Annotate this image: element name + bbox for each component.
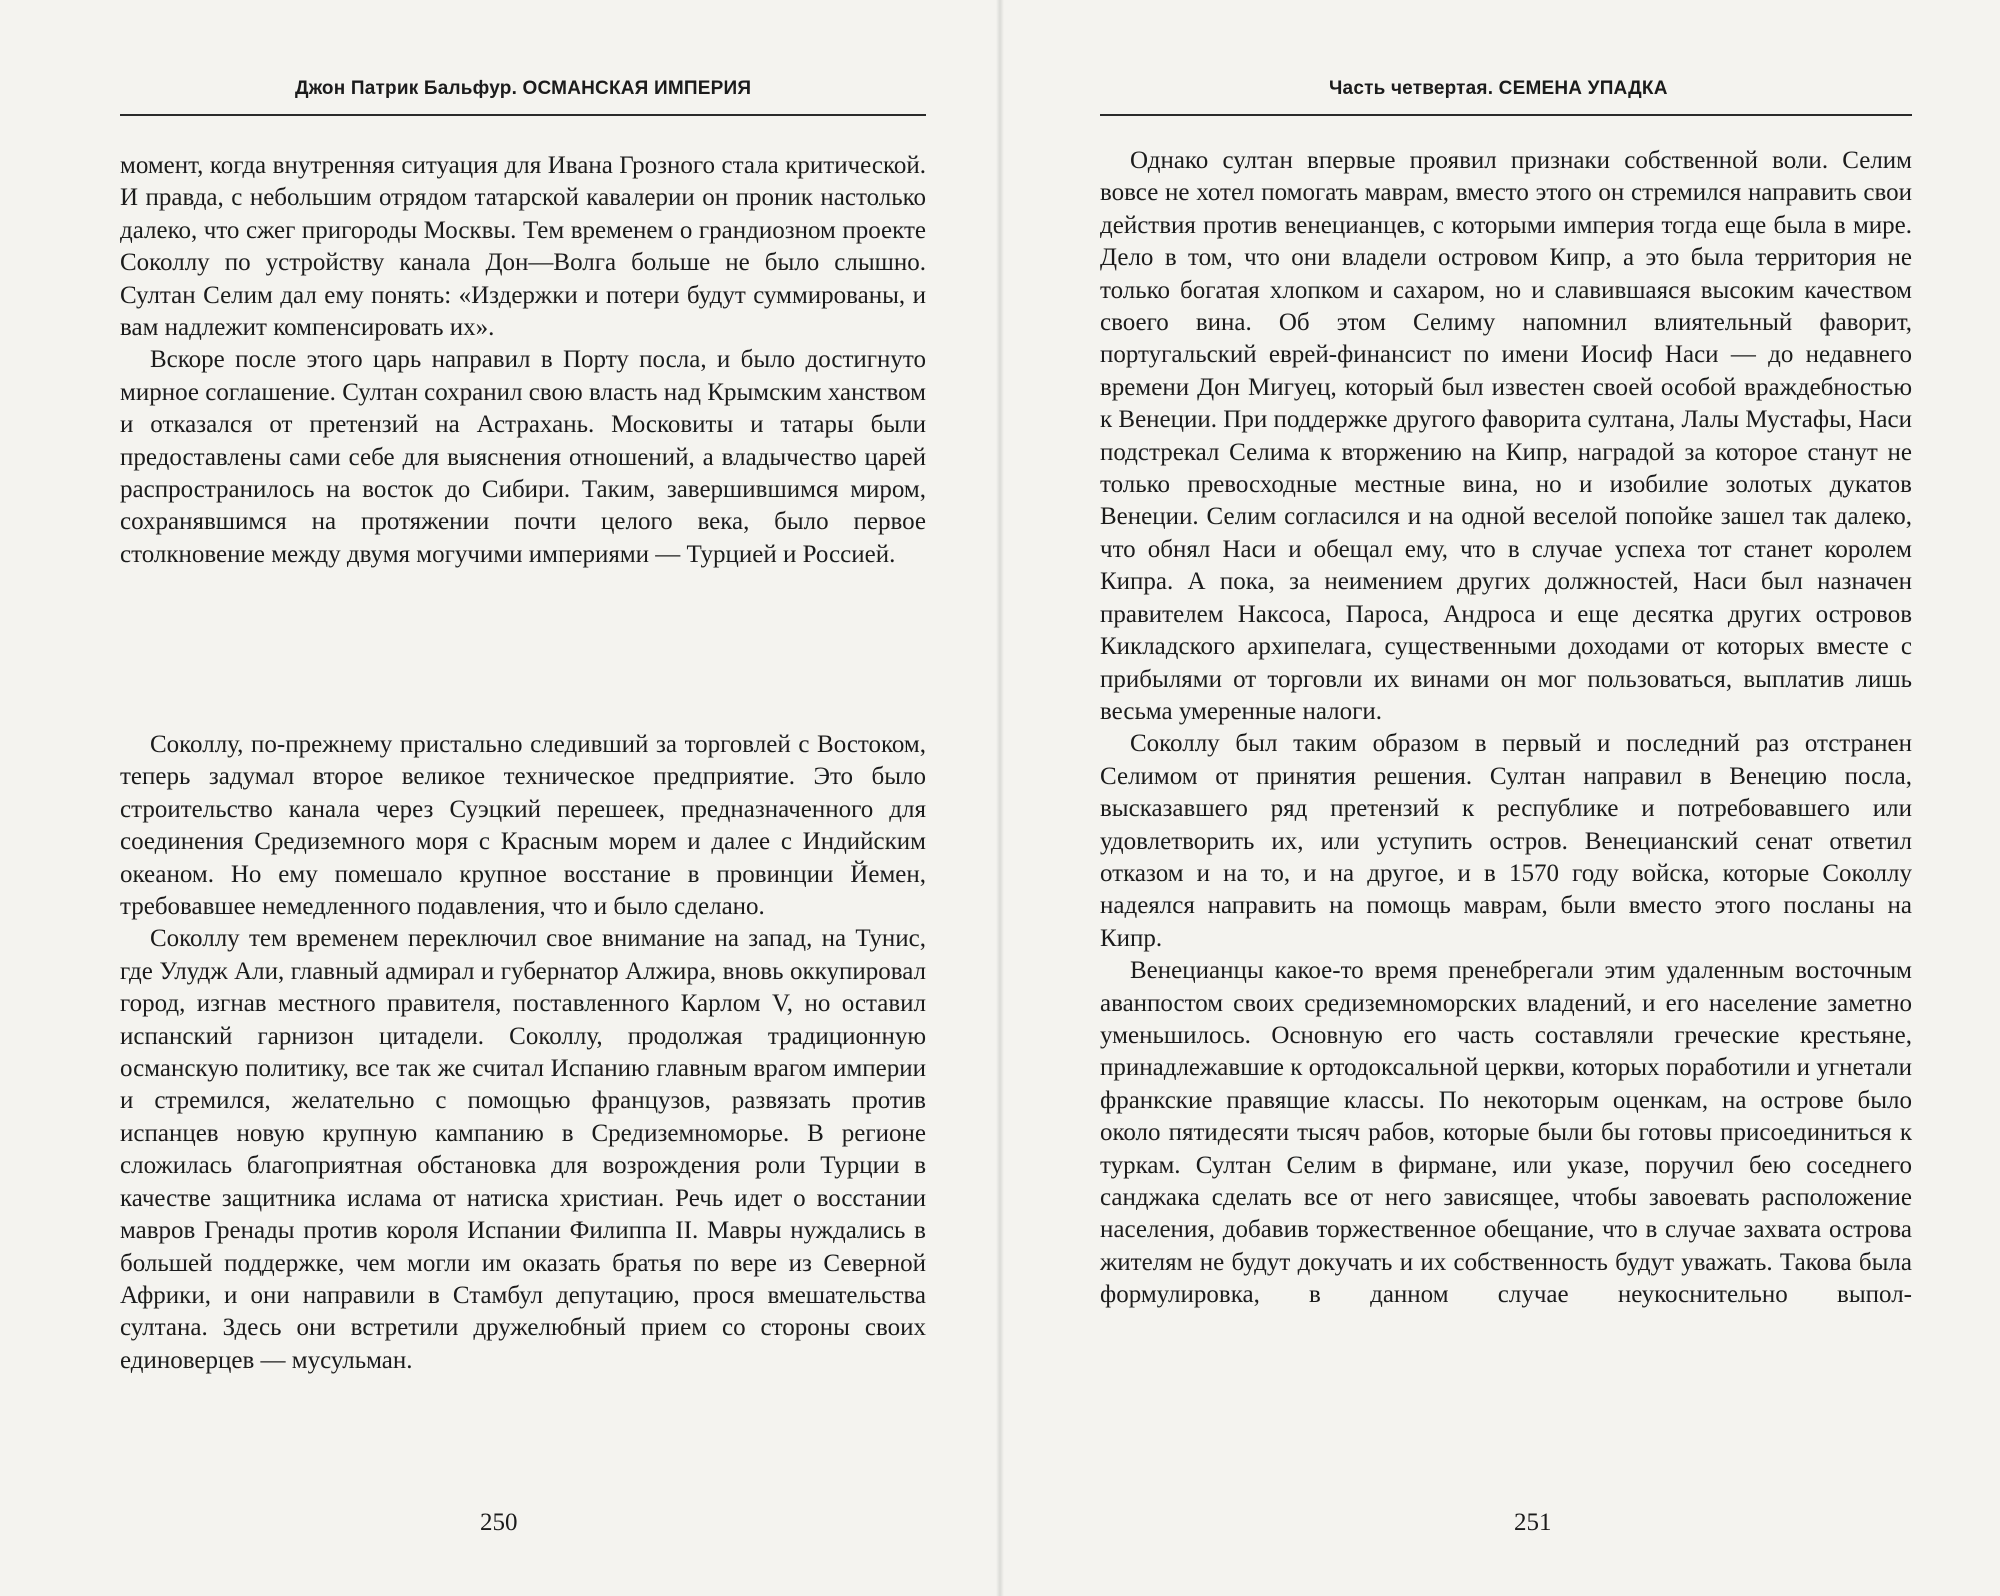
paragraph: Соколлу, по-прежнему пристально следивший за торговлей с Востоком, теперь задумал второе великое техническое предприятие. Это было строительство канала через Суэцкий перешеек, предназначенного для соединения Средиземного моря с Красным морем и далее с Индийским океаном. Но ему помешало крупное восстание в провинции Йемен, требовавшее немедленного подавления, что и было сделано. bbox=[120, 731, 926, 921]
left-text-block-1 bbox=[120, 150, 926, 571]
right-header-rule bbox=[1100, 114, 1912, 116]
left-text-block-2 bbox=[120, 729, 926, 1377]
book-gutter bbox=[996, 0, 1004, 1596]
right-page bbox=[1004, 0, 2000, 1596]
paragraph: Венецианцы какое-то время пренебрегали этим удаленным восточным аванпостом своих средиземноморских владений, и его население заметно уменьшилось. Основную его часть составляли греческие крестьяне, принадлежавшие к ортодоксальной церкви, которых поработили и угнетали франкские правящие классы. По некоторым оценкам, на острове было около пятидесяти тысяч рабов, которые были бы готовы присоединиться к туркам. Султан Селим в фирмане, или указе, поручил бею соседнего санджака сделать все от него зависящее, чтобы завоевать расположение населения, добавив торжественное обещание, что в случае захвата острова жителям не будут докучать и их собственность будут уважать. Такова была формулировка, в данном случае неукоснительно выпол- bbox=[1100, 957, 1912, 1309]
paragraph: Однако султан впервые проявил признаки собственной воли. Селим вовсе не хотел помогать маврам, вместо этого он стремился направить свои действия против венецианцев, с которыми империя тогда еще была в мире. Дело в том, что они владели островом Кипр, а это была территория не только богатая хлопком и сахаром, но и славившаяся высоким качеством своего вина. Об этом Селиму напомнил влиятельный фаворит, португальский еврей-финансист по имени Иосиф Наси — до недавнего времени Дон Мигуец, который был известен своей особой враждебностью к Венеции. При поддержке другого фаворита султана, Лалы Мустафы, Наси подстрекал Селима к вторжению на Кипр, наградой за которое станут не только превосходные местные вина, но и изобилие золотых дукатов Венеции. Селим согласился и на одной веселой попойке зашел так далеко, что обнял Наси и обещал ему, что в случае успеха тот станет королем Кипра. А пока, за неимением других должностей, Наси был назначен правителем Наксоса, Пароса, Андроса и еще десятка других островов Кикладского архипелага, существенными доходами от которых вместе с прибылями от торговли их винами он мог пользоваться, выплатив лишь весьма умеренные налоги. bbox=[1100, 147, 1912, 725]
left-running-head: Джон Патрик Бальфур. ОСМАНСКАЯ ИМПЕРИЯ bbox=[295, 78, 752, 99]
right-running-head: Часть четвертая. СЕМЕНА УПАДКА bbox=[1329, 78, 1668, 99]
left-page-number: 250 bbox=[480, 1509, 518, 1536]
right-text-block bbox=[1100, 145, 1912, 1312]
paragraph: Соколлу был таким образом в первый и последний раз отстранен Селимом от принятия решения. Султан направил в Венецию посла, высказавшего ряд претензий к республике и потребовавшего или удовлетворить их, или уступить остров. Венецианский сенат ответил отказом и на то, и на другое, и в 1570 году войска, которые Соколлу надеялся направить на помощь маврам, были вместо этого посланы на Кипр. bbox=[1100, 730, 1912, 952]
paragraph: момент, когда внутренняя ситуация для Ивана Грозного стала критической. И правда, с небольшим отрядом татарской кавалерии он проник настолько далеко, что сжег пригороды Москвы. Тем временем о грандиозном проекте Соколлу по устройству канала Дон—Волга больше не было слышно. Султан Селим дал ему понять: «Издержки и потери будут суммированы, и вам надлежит компенсировать их». bbox=[120, 152, 926, 342]
paragraph: Соколлу тем временем переключил свое внимание на запад, на Тунис, где Улудж Али, главный адмирал и губернатор Алжира, вновь оккупировал город, изгнав местного правителя, поставленного Карлом V, но оставил испанский гарнизон цитадели. Соколлу, продолжая традиционную османскую политику, все так же считал Испанию главным врагом империи и стремился, желательно с помощью французов, развязать против испанцев новую крупную кампанию в Средиземноморье. В регионе сложилась благоприятная обстановка для возрождения роли Турции в качестве защитника ислама от натиска христиан. Речь идет о восстании мавров Гренады против короля Испании Филиппа II. Мавры нуждались в большей поддержке, чем могли им оказать братья по вере из Северной Африки, и они направили в Стамбул депутацию, прося вмешательства султана. Здесь они встретили дружелюбный прием со стороны своих единоверцев — мусульман. bbox=[120, 925, 926, 1374]
left-page bbox=[0, 0, 996, 1596]
paragraph: Вскоре после этого царь направил в Порту посла, и было достигнуто мирное соглашение. Султан сохранил свою власть над Крымским ханством и отказался от претензий на Астрахань. Московиты и татары были предоставлены сами себе для выяснения отношений, а владычество царей распространилось на восток до Сибири. Таким, завершившимся миром, сохранявшимся на протяжении почти целого века, было первое столкновение между двумя могучими империями — Турцией и Россией. bbox=[120, 346, 926, 568]
right-page-number: 251 bbox=[1514, 1509, 1552, 1536]
left-header-rule bbox=[120, 114, 926, 116]
